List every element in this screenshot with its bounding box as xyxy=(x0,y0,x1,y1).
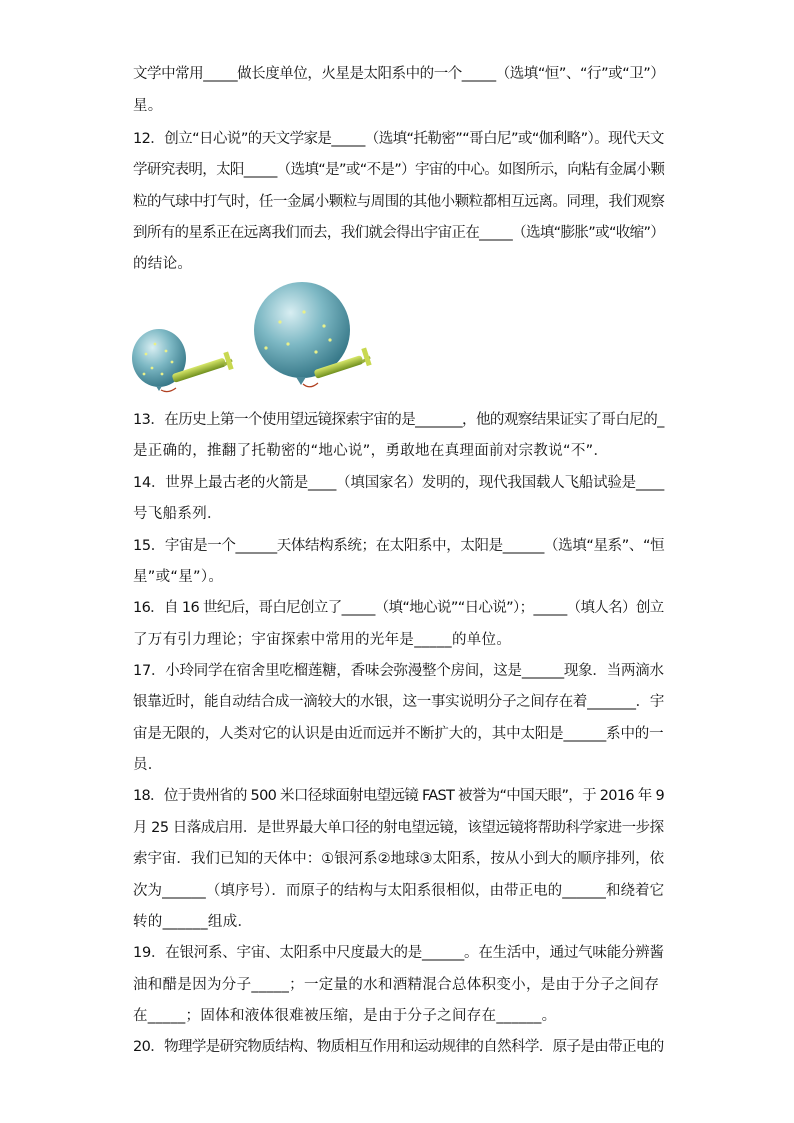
text-line: 转的______组成． xyxy=(133,914,253,930)
text-line: 到所有的星系正在远离我们而去，我们就会得出宇宙正在_____（选填“膨胀”或“收缩”） xyxy=(133,225,665,241)
text-line: 的结论。 xyxy=(133,256,193,272)
text-line: 粒的气球中打气时，任一金属小颗粒与周围的其他小颗粒都相互远离。同理，我们观察 xyxy=(133,194,665,210)
question-18: 18．位于贵州省的 500 米口径球面射电望远镜 FAST 被誉为“中国天眼”，于 2016 年 9 xyxy=(133,788,665,804)
question-13: 13．在历史上第一个使用望远镜探索宇宙的是_______，他的观察结果证实了哥白尼的_ xyxy=(133,412,664,428)
question-17: 17．小玲同学在宿舍里吃榴莲糖，香味会弥漫整个房间，这是______现象．当两滴水 xyxy=(133,663,664,679)
balloon-pump-figure xyxy=(128,282,388,394)
text-line: 油和醋是因为分子_____；一定量的水和酒精混合总体积变小，是由于分子之间存 xyxy=(133,977,660,993)
question-12: 12．创立“日心说”的天文学家是_____（选填“托勒密”“哥白尼”或“伽利略”）。现代天文 xyxy=(133,131,664,147)
text-line: 银靠近时，能自动结合成一滴较大的水银，这一事实说明分子之间存在着_______．宇 xyxy=(133,694,665,710)
text-line: 星”或“星”）。 xyxy=(133,569,224,585)
text-line: 月 25 日落成启用．是世界最大单口径的射电望远镜，该望远镜将帮助科学家进一步探 xyxy=(133,820,664,836)
text-line: 宙是无限的，人类对它的认识是由近而远并不断扩大的，其中太阳是______系中的一 xyxy=(133,726,664,742)
text-line: 号飞船系列． xyxy=(133,506,222,522)
text-line: 学研究表明，太阳_____（选填“是”或“不是”）宇宙的中心。如图所示，向粘有金属小颗 xyxy=(133,162,665,178)
question-20: 20．物理学是研究物质结构、物质相互作用和运动规律的自然科学．原子是由带正电的 xyxy=(133,1039,664,1055)
text-line: 次为______（填序号）．而原子的结构与太阳系很相似，由带正电的______和绕着它 xyxy=(133,883,665,899)
text-line: 星。 xyxy=(133,98,163,114)
text-line: 索宇宙．我们已知的天体中：①银河系②地球③太阳系，按从小到大的顺序排列，依 xyxy=(133,851,665,867)
text-line: 了万有引力理论；宇宙探索中常用的光年是_____的单位。 xyxy=(133,632,512,648)
question-19: 19．在银河系、宇宙、太阳系中尺度最大的是______。在生活中，通过气味能分辨酱 xyxy=(133,945,664,961)
text-line: 员． xyxy=(133,757,163,773)
text-line: 是正确的，推翻了托勒密的“地心说”，勇敢地在真理面前对宗教说“不”． xyxy=(133,443,609,459)
text-line: 文学中常用_____做长度单位，火星是太阳系中的一个_____（选填“恒”、“行”或“卫”） xyxy=(133,66,665,82)
question-14: 14．世界上最古老的火箭是____（填国家名）发明的，现代我国载人飞船试验是____ xyxy=(133,475,665,491)
text-line: 在_____；固体和液体很难被压缩，是由于分子之间存在______。 xyxy=(133,1008,557,1024)
question-15: 15．宇宙是一个______天体结构系统；在太阳系中，太阳是______（选填“星系”、“恒 xyxy=(133,538,665,554)
question-16: 16．自 16 世纪后，哥白尼创立了_____（填“地心说”“日心说”）；_____（填人名）创立 xyxy=(133,600,664,616)
